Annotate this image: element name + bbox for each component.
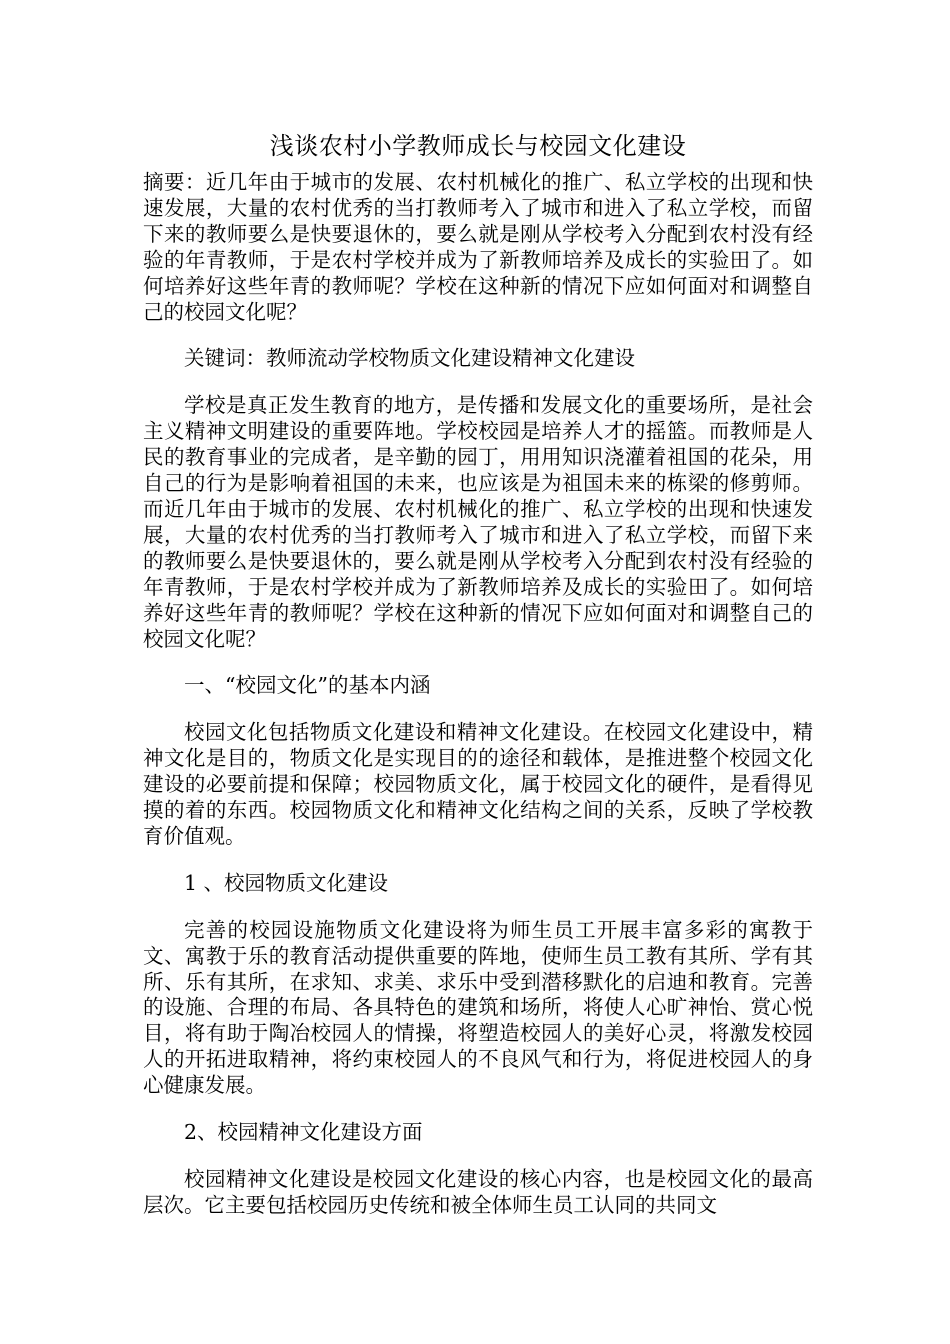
subsection1-body: 完善的校园设施物质文化建设将为师生员工开展丰富多彩的寓教于文、寓教于乐的教育活动提供重要的阵地，使师生员工教有其所、学有其所、乐有其所，在求知、求美、求乐中受到潜移默化的启迪和教育。完善的设施、合理的布局、各具特色的建筑和场所，将使人心旷神怡、赏心悦目，将有助于陶冶校园人的情操，将塑造校园人的美好心灵，将激发校园人的开拓进取精神，将约束校园人的不良风气和行为，将促进校园人的身心健康发展。 xyxy=(143,917,813,1098)
section1-body: 校园文化包括物质文化建设和精神文化建设。在校园文化建设中，精神文化是目的，物质文化是实现目的的途径和载体，是推进整个校园文化建设的必要前提和保障；校园物质文化，属于校园文化的硬件，是看得见摸的着的东西。校园物质文化和精神文化结构之间的关系，反映了学校教育价值观。 xyxy=(143,720,813,848)
keywords-paragraph: 关键词：教师流动学校物质文化建设精神文化建设 xyxy=(184,346,635,371)
subsection1-heading: 1 、校园物质文化建设 xyxy=(184,870,389,895)
intro-paragraph: 学校是真正发生教育的地方，是传播和发展文化的重要场所，是社会主义精神文明建设的重要阵地。学校校园是培养人才的摇篮。而教师是人民的教育事业的完成者，是辛勤的园丁，用用知识浇灌着祖国的花朵，用自己的行为是影响着祖国的未来，也应该是为祖国未来的栋梁的修剪师。而近几年由于城市的发展、农村机械化的推广、私立学校的出现和快速发展，大量的农村优秀的当打教师考入了城市和进入了私立学校，而留下来的教师要么是快要退休的，要么就是刚从学校考入分配到农村没有经验的年青教师，于是农村学校并成为了新教师培养及成长的实验田了。如何培养好这些年青的教师呢？学校在这种新的情况下应如何面对和调整自己的校园文化呢？ xyxy=(143,393,813,651)
subsection2-body: 校园精神文化建设是校园文化建设的核心内容，也是校园文化的最高层次。它主要包括校园历史传统和被全体师生员工认同的共同文 xyxy=(143,1167,813,1217)
document-title: 浅谈农村小学教师成长与校园文化建设 xyxy=(269,132,687,160)
section1-heading: 一、“校园文化”的基本内涵 xyxy=(184,673,431,698)
abstract-paragraph: 摘要：近几年由于城市的发展、农村机械化的推广、私立学校的出现和快速发展，大量的农村优秀的当打教师考入了城市和进入了私立学校，而留下来的教师要么是快要退休的，要么就是刚从学校考入分配到农村没有经验的年青教师，于是农村学校并成为了新教师培养及成长的实验田了。如何培养好这些年青的教师呢？学校在这种新的情况下应如何面对和调整自己的校园文化呢？ xyxy=(143,170,813,324)
subsection2-heading: 2、校园精神文化建设方面 xyxy=(184,1120,423,1145)
document-page xyxy=(143,131,813,1219)
